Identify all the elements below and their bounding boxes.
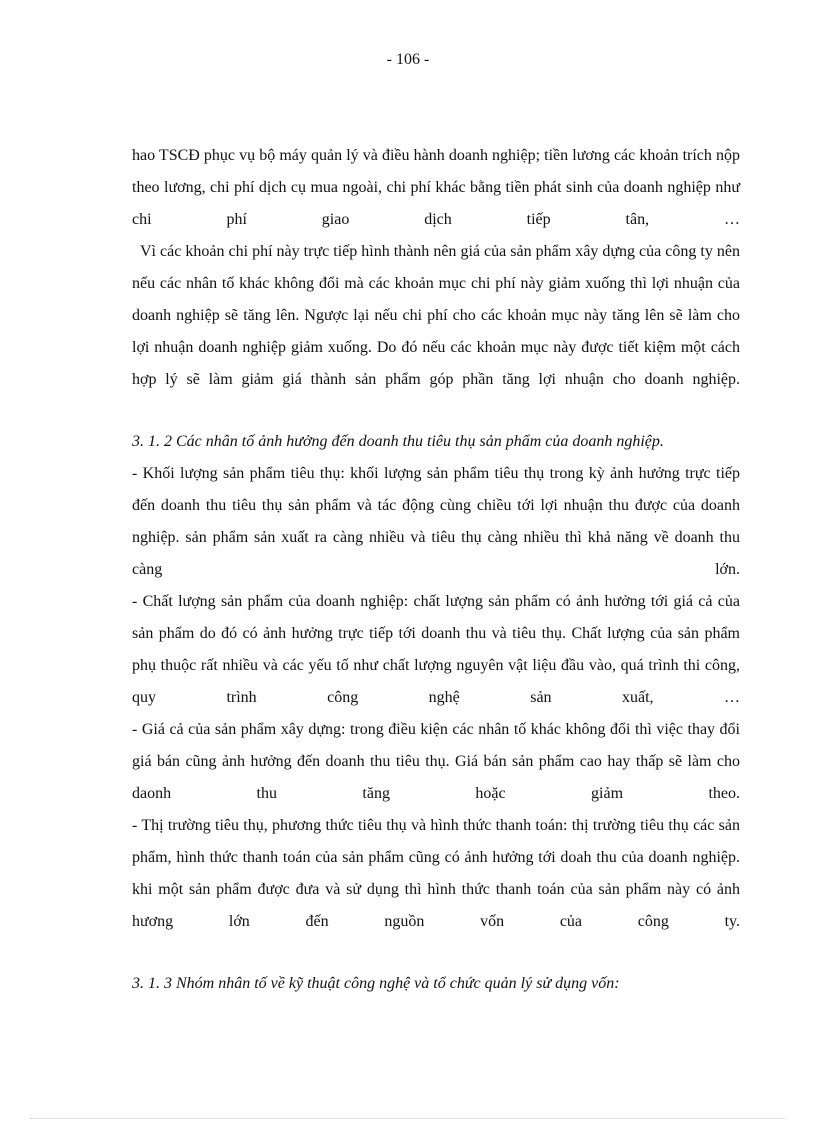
page-bottom-divider [30, 1118, 786, 1119]
item-product-price: - Giá cả của sản phẩm xây dựng: trong điều kiện các nhân tố khác không đổi thì việc thay đổi giá bán cũng ảnh hưởng đến doanh thu tiêu thụ. Giá bán sản phẩm cao hay thấp sẽ làm cho daonh thu tăng hoặc giảm theo. [132, 721, 740, 802]
section-heading-3-1-3: 3. 1. 3 Nhóm nhân tố về kỹ thuật công nghệ và tổ chức quản lý sử dụng vốn: [132, 975, 620, 992]
section-heading-3-1-2: 3. 1. 2 Các nhân tố ảnh hưởng đến doanh thu tiêu thụ sản phẩm của doanh nghiệp. [132, 433, 664, 450]
document-body [132, 140, 740, 1000]
page-number: - 106 - [386, 51, 430, 68]
paragraph-overhead-costs: hao TSCĐ phục vụ bộ máy quản lý và điều hành doanh nghiệp; tiền lương các khoản trích nộp theo lương, chi phí dịch cụ mua ngoài, chi phí khác bằng tiền phát sinh của doanh nghiệp như chi phí giao dịch tiếp tân, … [132, 147, 740, 228]
paragraph-cost-impact: Vì các khoản chi phí này trực tiếp hình thành nên giá của sản phẩm xây dựng của công ty nên nếu các nhân tố khác không đổi mà các khoản mục chi phí này giảm xuống thì lợi nhuận của doanh nghiệp sẽ tăng lên. Ngược lại nếu chi phí cho các khoản mục này tăng lên sẽ làm cho lợi nhuận doanh nghiệp giảm xuống. Do đó nếu các khoản mục này được tiết kiệm một cách hợp lý sẽ làm giảm giá thành sản phẩm góp phần tăng lợi nhuận cho doanh nghiệp. [132, 243, 740, 388]
section-spacer [132, 938, 740, 968]
item-product-quality: - Chất lượng sản phẩm của doanh nghiệp: chất lượng sản phẩm có ảnh hưởng tới giá cả của sản phẩm do đó có ảnh hưởng trực tiếp tới doanh thu và tiêu thụ. Chất lượng của sản phẩm phụ thuộc rất nhiều và các yếu tố như chất lượng nguyên vật liệu đầu vào, quá trình thi công, quy trình công nghệ sản xuất, … [132, 593, 740, 706]
section-spacer [132, 396, 740, 426]
item-market-payment: - Thị trường tiêu thụ, phương thức tiêu thụ và hình thức thanh toán: thị trường tiêu thụ các sản phẩm, hình thức thanh toán của sản phẩm cũng có ảnh hưởng tới doah thu của doanh nghiệp. khi một sản phẩm được đưa và sử dụng thì hình thức thanh toán của sản phẩm này có ảnh hương lớn đến nguồn vốn của công ty. [132, 817, 740, 930]
item-sales-volume: - Khối lượng sản phẩm tiêu thụ: khối lượng sản phẩm tiêu thụ trong kỳ ảnh hưởng trực tiếp đến doanh thu tiêu thụ sản phẩm và tác động cùng chiều tới lợi nhuận thu được của doanh nghiệp. sản phẩm sản xuất ra càng nhiều và tiêu thụ càng nhiều thì khả năng về doanh thu càng lớn. [132, 465, 740, 578]
